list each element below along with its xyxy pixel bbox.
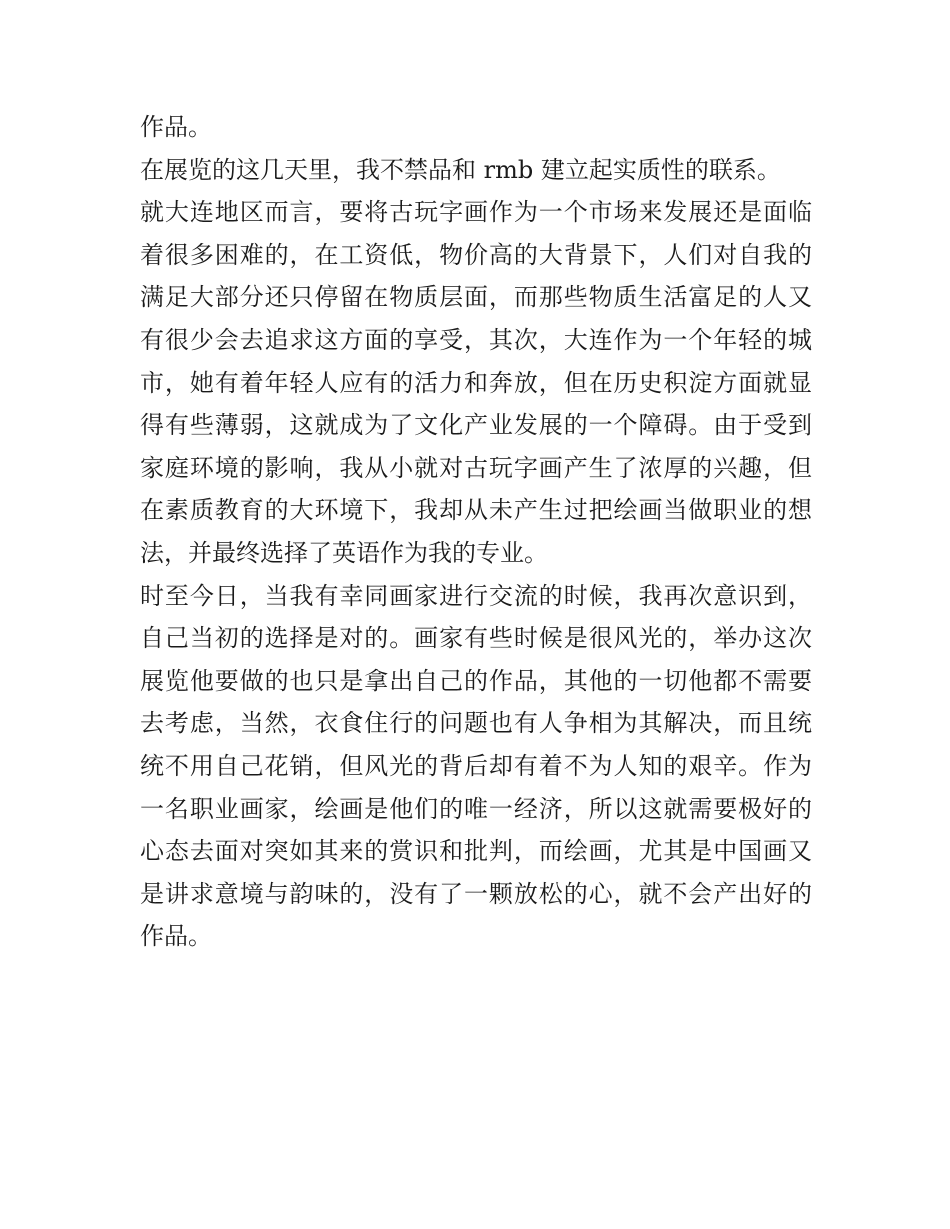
text-line: 展览他要做的也只是拿出自己的作品，其他的一切他都不需要	[140, 666, 812, 695]
text-line: 市，她有着年轻人应有的活力和奔放，但在历史积淀方面就显	[140, 368, 812, 397]
text-line: 统不用自己花销，但风光的背后却有着不为人知的艰辛。作为	[140, 751, 812, 780]
text-line: 在素质教育的大环境下，我却从未产生过把绘画当做职业的想	[140, 496, 812, 525]
text-line: 作品。	[140, 113, 212, 141]
text-line: 满足大部分还只停留在物质层面，而那些物质生活富足的人又	[140, 283, 812, 312]
text-line: 家庭环境的影响，我从小就对古玩字画产生了浓厚的兴趣，但	[140, 453, 812, 482]
text-line: 着很多困难的，在工资低，物价高的大背景下，人们对自我的	[140, 240, 812, 269]
text-line: 心态去面对突如其来的赏识和批判，而绘画，尤其是中国画又	[140, 837, 812, 866]
text-line: 一名职业画家，绘画是他们的唯一经济，所以这就需要极好的	[140, 794, 812, 823]
text-line: 时至今日，当我有幸同画家进行交流的时候，我再次意识到，	[140, 581, 812, 610]
text-line: 法，并最终选择了英语作为我的专业。	[140, 538, 548, 567]
text-line: 自己当初的选择是对的。画家有些时候是很风光的，举办这次	[140, 624, 812, 653]
text-line: 在展览的这几天里，我不禁品和 rmb 建立起实质性的联系。	[140, 155, 781, 184]
text-line: 去考虑，当然，衣食住行的问题也有人争相为其解决，而且统	[140, 709, 812, 738]
text-line: 作品。	[140, 922, 212, 951]
text-line: 是讲求意境与韵味的，没有了一颗放松的心，就不会产出好的	[140, 879, 812, 908]
body-text	[140, 106, 812, 958]
text-line: 得有些薄弱，这就成为了文化产业发展的一个障碍。由于受到	[140, 411, 812, 440]
text-line: 有很少会去追求这方面的享受，其次，大连作为一个年轻的城	[140, 325, 812, 354]
text-line: 就大连地区而言，要将古玩字画作为一个市场来发展还是面临	[140, 198, 812, 227]
